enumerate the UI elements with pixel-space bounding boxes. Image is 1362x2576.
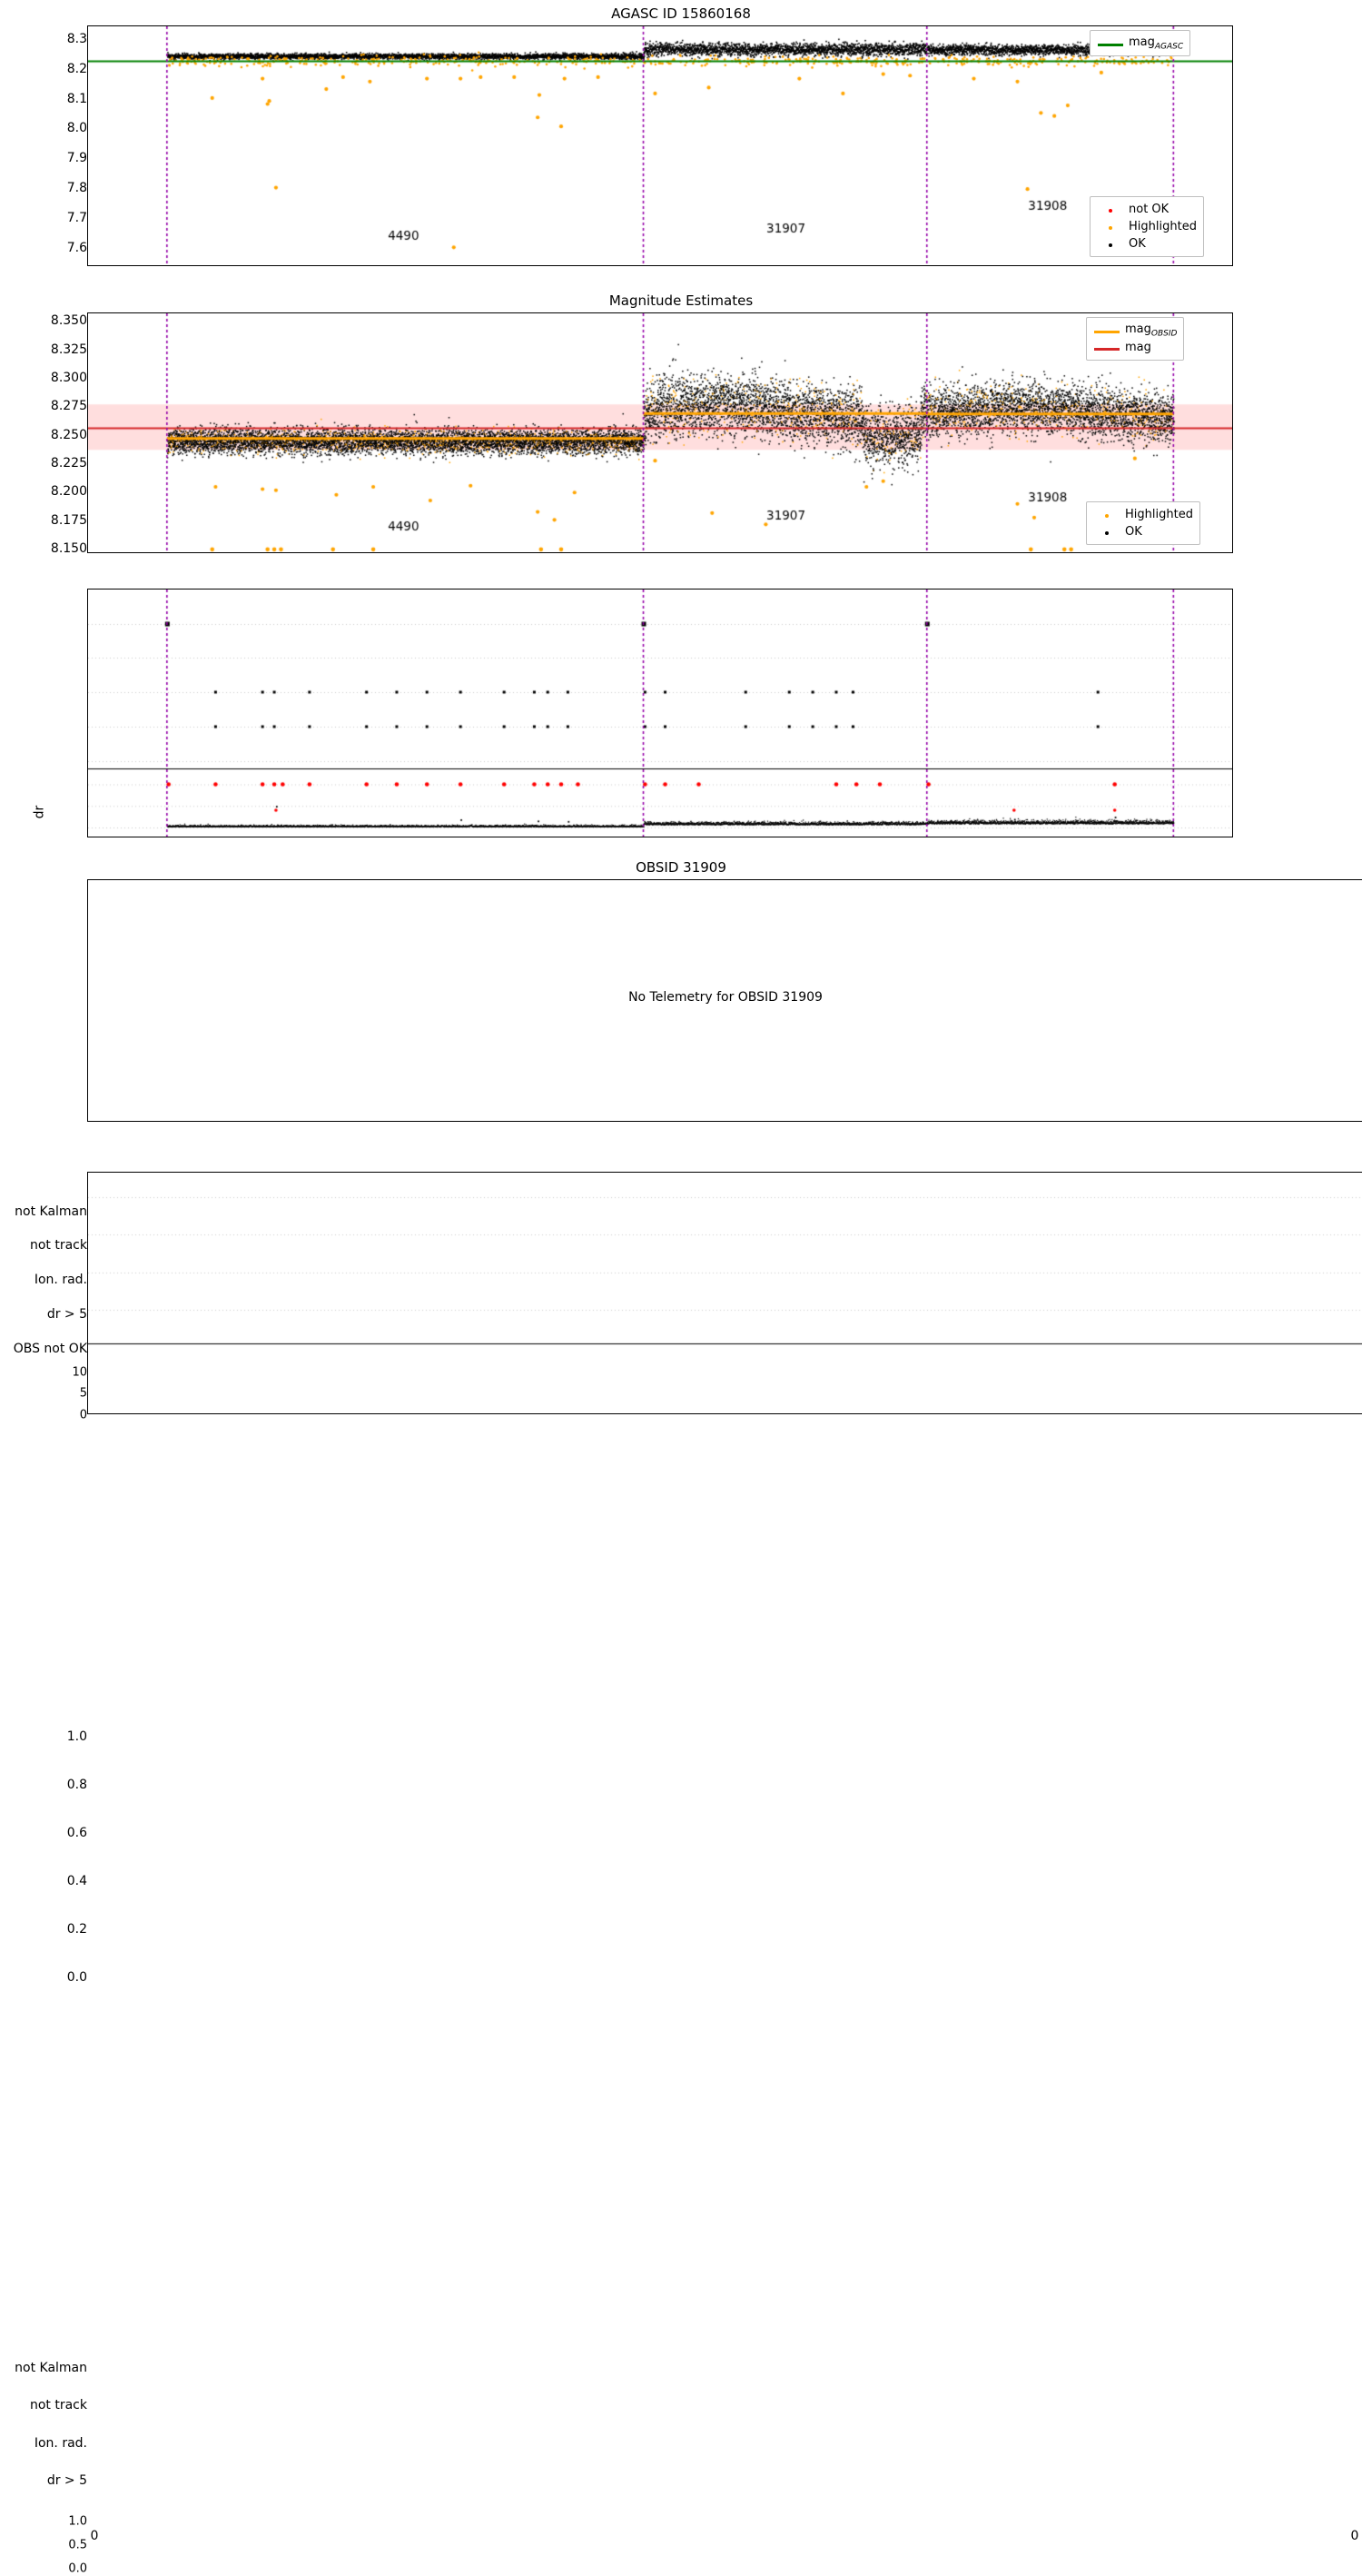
legend-label: Highlighted [1125, 508, 1193, 521]
panel2-title: Magnitude Estimates [608, 292, 754, 309]
y-tick-label: OBS not OK [13, 1342, 87, 1356]
legend-label: mag [1125, 341, 1151, 354]
legend-item-ok [1097, 235, 1197, 253]
y-tick-label: 8.225 [50, 455, 87, 471]
y-tick-label: 1.0 [66, 1729, 87, 1744]
y-tick-label: 8.250 [50, 427, 87, 442]
y-tick-label: 0.6 [66, 1826, 87, 1840]
legend-item-ok [1093, 523, 1193, 540]
legend-item-highlighted [1097, 218, 1197, 235]
y-tick-label: 0 [79, 1408, 87, 1422]
y-tick-label: 8.325 [50, 342, 87, 357]
y-tick-label: 8.0 [66, 121, 87, 136]
no-telemetry-message: No Telemetry for OBSID 31909 [628, 990, 823, 1005]
y-tick-label: not Kalman [15, 1204, 87, 1219]
legend-label: OK [1125, 525, 1142, 539]
legend-dot-orange [1093, 508, 1120, 521]
y-tick-label: 5 [79, 1386, 87, 1401]
y-tick-label: dr > 5 [46, 1307, 87, 1322]
legend-item-not-ok [1097, 201, 1197, 218]
y-tick-label: not Kalman [15, 2361, 87, 2375]
y-tick-label: Ion. rad. [34, 1273, 87, 1287]
y-tick-label: 0.5 [68, 2538, 87, 2552]
legend-label: OK [1129, 237, 1146, 251]
y-tick-label: 8.350 [50, 313, 87, 329]
panel-magnitude-estimates [0, 287, 1362, 569]
panel1-title: AGASC ID 15860168 [611, 5, 751, 22]
panel1-legend-bottom [1090, 196, 1204, 257]
y-tick-label: 7.6 [66, 240, 87, 255]
legend-item-highlighted [1093, 506, 1193, 523]
panel2-legend-top [1086, 317, 1184, 361]
legend-dot-red [1097, 203, 1124, 216]
legend-item-mag-agasc [1097, 35, 1183, 52]
y-tick-label: 8.2 [66, 61, 87, 76]
panel4-title: OBSID 31909 [636, 859, 726, 876]
panel3-dr-axis-label: dr [32, 805, 47, 819]
y-tick-label: 0.0 [66, 1970, 87, 1985]
y-tick-label: not track [29, 1238, 87, 1253]
y-tick-label: 0.8 [66, 1778, 87, 1792]
panel4-axes [87, 879, 1362, 1122]
y-tick-label: 0.0 [68, 2561, 87, 2576]
panel2-axes [87, 312, 1233, 553]
panel-magnitude-vs-time [0, 0, 1362, 282]
y-tick-label: 8.275 [50, 399, 87, 414]
y-tick-label: 7.8 [66, 181, 87, 196]
panel1-axes [87, 25, 1233, 266]
panel1-legend-top [1090, 30, 1190, 56]
legend-label: Highlighted [1129, 220, 1197, 233]
y-tick-label: 8.300 [50, 371, 87, 385]
y-tick-label: 7.9 [66, 151, 87, 166]
legend-item-mag-obsid [1093, 322, 1177, 339]
legend-label: mag$_{AGASC}$ [1129, 35, 1184, 52]
legend-item-mag [1093, 339, 1177, 356]
panel3-axes [87, 589, 1233, 837]
panel5-corner-left: 0 [90, 2529, 99, 2543]
y-tick-label: 10 [72, 1365, 87, 1379]
panel5-corner-right: 0 [1350, 2529, 1359, 2543]
y-tick-label: dr > 5 [46, 2473, 87, 2488]
y-tick-label: 8.1 [66, 91, 87, 106]
y-tick-label: 8.175 [50, 512, 87, 528]
legend-line-red [1093, 341, 1120, 354]
y-tick-label: Ion. rad. [34, 2436, 87, 2451]
legend-line-orange [1093, 323, 1120, 337]
panel2-legend-bottom [1086, 501, 1200, 545]
y-tick-label: 7.7 [66, 211, 87, 226]
y-tick-label: 8.150 [50, 540, 87, 556]
legend-dot-black [1097, 237, 1124, 251]
y-tick-label: 8.3 [66, 31, 87, 46]
legend-dot-black [1093, 525, 1120, 539]
legend-line-green [1097, 36, 1124, 50]
legend-label: mag$_{OBSID}$ [1125, 322, 1178, 339]
y-tick-label: not track [29, 2398, 87, 2413]
legend-label: not OK [1129, 203, 1170, 216]
y-tick-label: 0.2 [66, 1922, 87, 1937]
y-tick-label: 1.0 [68, 2514, 87, 2529]
y-tick-label: 8.200 [50, 484, 87, 500]
legend-dot-orange [1097, 220, 1124, 233]
y-tick-label: 0.4 [66, 1874, 87, 1888]
panel5-axes [87, 1172, 1362, 1414]
